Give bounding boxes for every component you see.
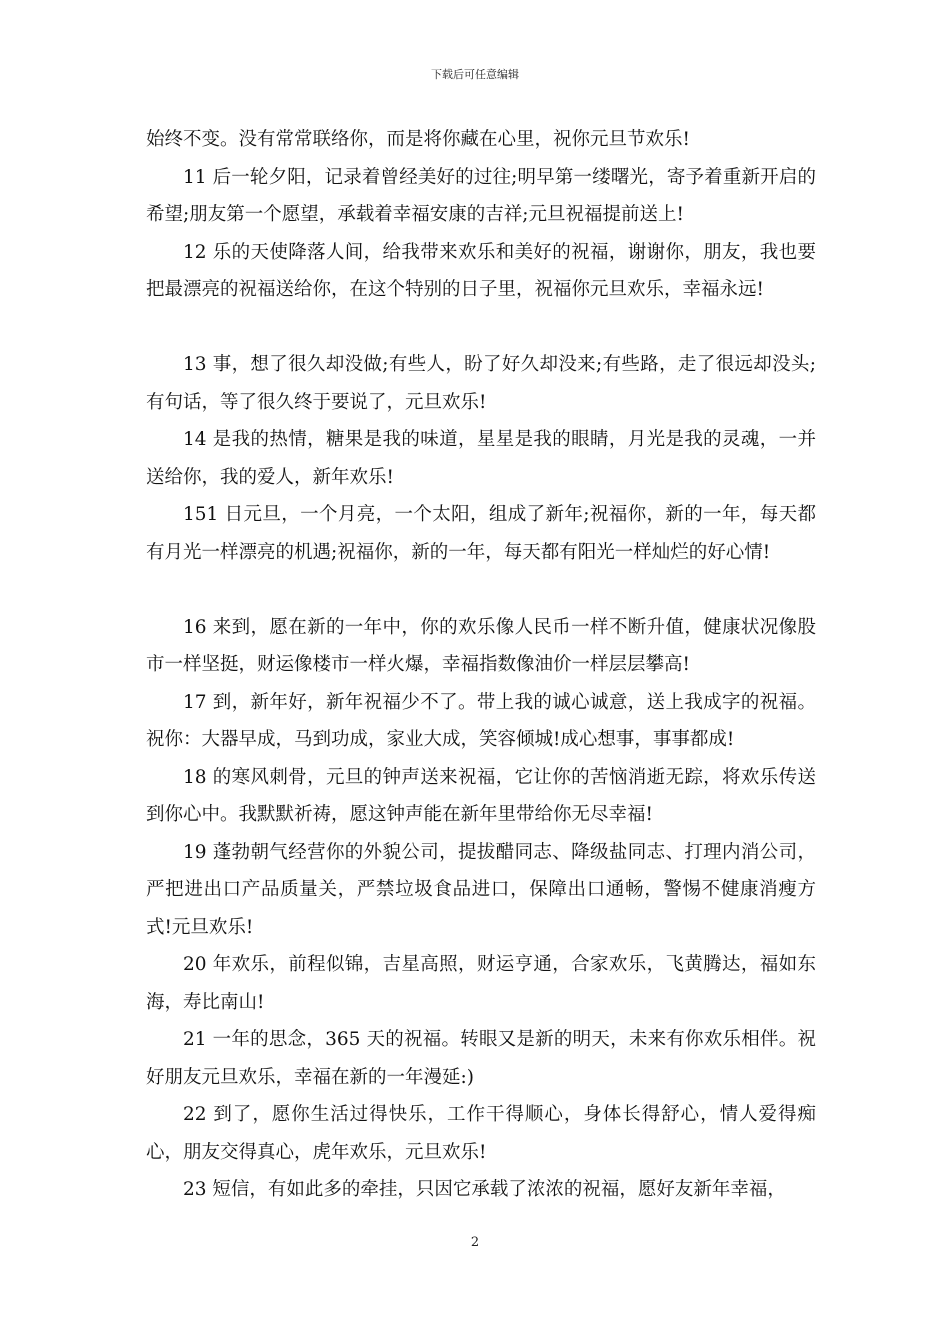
paragraph: 21 一年的思念，365 天的祝福。转眼又是新的明天，未来有你欢乐相伴。祝好朋友元旦欢乐，幸福在新的一年漫延:) (146, 1029, 816, 1088)
paragraph: 23 短信，有如此多的牵挂，只因它承载了浓浓的祝福，愿好友新年幸福， (183, 1179, 786, 1200)
page-header: 下载后可任意编辑 (431, 68, 519, 81)
paragraph: 151 日元旦，一个月亮，一个太阳，组成了新年;祝福你，新的一年，每天都有月光一样漂亮的机遇;祝福你，新的一年，每天都有阳光一样灿烂的好心情! (146, 504, 816, 563)
paragraph: 19 蓬勃朝气经营你的外貌公司，提拔醋同志、降级盐同志、打理内消公司，严把进出口产品质量关，严禁垃圾食品进口，保障出口通畅，警惕不健康消瘦方式!元旦欢乐! (146, 841, 816, 938)
paragraph: 12 乐的天使降落人间，给我带来欢乐和美好的祝福，谢谢你，朋友，我也要把最漂亮的祝福送给你，在这个特别的日子里，祝福你元旦欢乐，幸福永远! (146, 241, 816, 300)
paragraph: 22 到了，愿你生活过得快乐，工作干得顺心，身体长得舒心，情人爱得痴心，朋友交得真心，虎年欢乐，元旦欢乐! (146, 1104, 816, 1163)
blank-line (146, 571, 816, 609)
paragraph: 16 来到，愿在新的一年中，你的欢乐像人民币一样不断升值，健康状况像股市一样坚挺，财运像楼市一样火爆，幸福指数像油价一样层层攀高! (146, 616, 816, 675)
paragraph: 11 后一轮夕阳，记录着曾经美好的过往;明早第一缕曙光，寄予着重新开启的希望;朋友第一个愿望，承载着幸福安康的吉祥;元旦祝福提前送上! (146, 166, 816, 225)
paragraph: 14 是我的热情，糖果是我的味道，星星是我的眼睛，月光是我的灵魂，一并送给你，我的爱人，新年欢乐! (146, 429, 816, 488)
paragraph: 17 到，新年好，新年祝福少不了。带上我的诚心诚意，送上我成字的祝福。祝你：大器早成，马到功成，家业大成，笑容倾城!成心想事，事事都成! (146, 691, 816, 750)
page-number: 2 (470, 1235, 480, 1250)
paragraph: 20 年欢乐，前程似锦，吉星高照，财运亨通，合家欢乐，飞黄腾达，福如东海，寿比南山! (146, 954, 816, 1013)
paragraph: 13 事，想了很久却没做;有些人，盼了好久却没来;有些路，走了很远却没头;有句话，等了很久终于要说了，元旦欢乐! (146, 354, 816, 413)
paragraph: 18 的寒风刺骨，元旦的钟声送来祝福，它让你的苦恼消逝无踪，将欢乐传送到你心中。我默默祈祷，愿这钟声能在新年里带给你无尽幸福! (146, 766, 816, 825)
document-body (146, 121, 816, 1209)
paragraph: 始终不变。没有常常联络你，而是将你藏在心里，祝你元旦节欢乐! (146, 129, 690, 150)
blank-line (146, 309, 816, 347)
